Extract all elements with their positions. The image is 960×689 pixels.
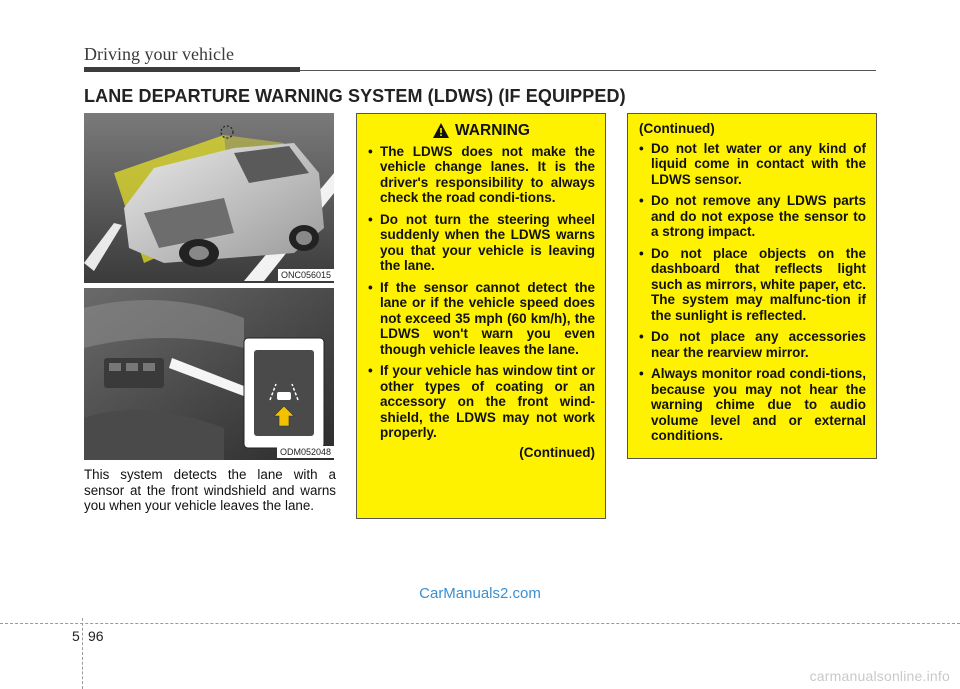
header-rule-thin [300, 70, 876, 71]
watermark-link[interactable]: CarManuals2.com [419, 585, 541, 602]
car-sensor-drawing [84, 113, 334, 283]
continued-item: • Do not place objects on the dashboard that reflects light such as mirrors, white paper, etc. The system may malfunc-tion if the sunlight is reflected. [639, 246, 866, 324]
warning-item: • If your vehicle has window tint or other types of coating or an accessory on the front wind-shield, the LDWS may not work properly. [368, 363, 595, 441]
continued-list [639, 141, 866, 444]
footer-site-watermark: carmanualsonline.info [809, 668, 950, 684]
warning-item: • Do not turn the steering wheel suddenly when the LDWS warns you that your vehicle is leaving the lane. [368, 212, 595, 274]
continued-item: • Do not let water or any kind of liquid come in contact with the LDWS sensor. [639, 141, 866, 188]
continued-item: • Do not place any accessories near the rearview mirror. [639, 329, 866, 360]
warning-item: • If the sensor cannot detect the lane or if the vehicle speed does not exceed 35 mph (60 km/h), the LDWS won't warn you even though vehicle leaves the lane. [368, 280, 595, 358]
continued-item: • Do not remove any LDWS parts and do not expose the sensor to a strong impact. [639, 193, 866, 240]
continued-warning-box [627, 113, 877, 459]
warning-list [368, 144, 595, 441]
dashboard-drawing [84, 288, 334, 460]
warning-heading-label: WARNING [455, 122, 530, 139]
continued-heading: (Continued) [639, 121, 715, 136]
running-header-title: Driving your vehicle [84, 44, 234, 64]
page-number: 96 [88, 628, 104, 644]
warning-box [356, 113, 606, 519]
footer-divider [82, 618, 83, 689]
dashboard-button-illustration [84, 288, 334, 460]
image-code-bottom: ODM052048 [277, 446, 334, 458]
image-code-top: ONC056015 [278, 269, 334, 281]
header-rule-thick [84, 67, 300, 72]
footer-rule [0, 623, 960, 624]
warning-item: • The LDWS does not make the vehicle change lanes. It is the driver's responsibility to always check the road condi-tions. [368, 144, 595, 206]
section-title: LANE DEPARTURE WARNING SYSTEM (LDWS) (IF EQUIPPED) [84, 86, 626, 106]
warning-heading [368, 123, 595, 139]
warning-triangle-icon [433, 123, 449, 138]
car-sensor-illustration [84, 113, 334, 283]
chapter-number: 5 [72, 628, 80, 644]
continued-item: • Always monitor road condi-tions, because you may not hear the warning chime due to audio volume level and or external conditions. [639, 366, 866, 444]
intro-paragraph: This system detects the lane with a sensor at the front windshield and warns you when your vehicle leaves the lane. [84, 467, 336, 513]
continued-label: (Continued) [519, 444, 595, 460]
